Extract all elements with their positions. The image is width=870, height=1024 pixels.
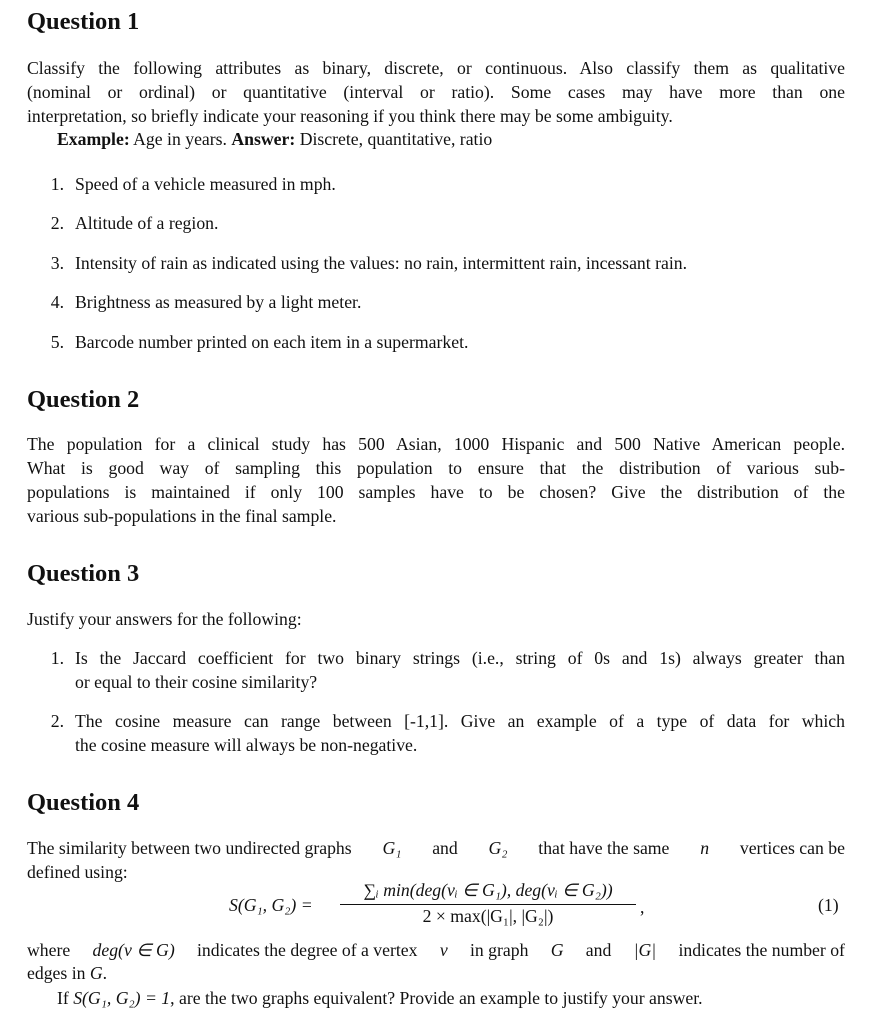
where-deg: deg(v ∈ G) [92, 940, 175, 960]
question-3-title: Question 3 [27, 560, 140, 587]
q1-intro-line-3: interpretation, so briefly indicate your reasoning if you think there may be some ambiguity. [27, 106, 673, 126]
equation-denominator: 2 × max(|G₁|, |G₂|) [422, 906, 554, 926]
q3-item-1-line-1: Is the Jaccard coefficient for two binary strings (i.e., string of 0s and 1s) always greater than [75, 648, 845, 668]
question-2-title: Question 2 [27, 386, 140, 413]
vertex-count-n: n [700, 838, 710, 858]
equation-lhs: S(G₁, G₂) = [229, 895, 313, 915]
q2-line-2: What is good way of sampling this population to ensure that the distribution of various sub- [27, 458, 845, 478]
edges-part-b: . [102, 963, 108, 983]
q4-edges-line [27, 962, 107, 986]
where-g: G [550, 940, 564, 960]
q4-final-question [57, 987, 703, 1011]
where-part-d: and [585, 940, 612, 960]
q1-item-text: Speed of a vehicle measured in mph. [75, 174, 336, 194]
q4-line-1 [27, 837, 845, 861]
where-part-b: indicates the degree of a vertex [197, 940, 418, 960]
q4-where-line [27, 939, 845, 963]
q1-intro-line-2: (nominal or ordinal) or quantitative (interval or ratio). Some cases may have more than one [27, 82, 845, 102]
q2-line-4: various sub-populations in the final sample. [27, 506, 337, 526]
where-part-c: in graph [469, 940, 529, 960]
fraction-bar [340, 904, 636, 905]
q1-item-number: 2. [50, 213, 64, 233]
example-label: Example: [57, 129, 130, 149]
where-v: v [439, 940, 448, 960]
final-part-b: , are the two graphs equivalent? Provide an example to justify your answer. [170, 988, 703, 1008]
q1-item-number: 3. [50, 253, 64, 273]
q1-item-number: 4. [50, 292, 64, 312]
equation-numerator: ∑ᵢ min(deg(vᵢ ∈ G₁), deg(vᵢ ∈ G₂)) [363, 880, 613, 900]
q1-item-text: Intensity of rain as indicated using the values: no rain, intermittent rain, incessant rain. [75, 253, 688, 273]
q3-item-2-line-2: the cosine measure will always be non-negative. [75, 735, 418, 755]
example-text: Age in years. [129, 129, 232, 149]
graph-g2: G₂ [488, 838, 508, 858]
q3-intro: Justify your answers for the following: [27, 609, 302, 629]
equation-label: (1) [818, 895, 839, 915]
q4-l1-part-a: The similarity between two undirected graphs [27, 838, 352, 858]
edges-g: G [89, 963, 103, 983]
where-part-e: indicates the number of [678, 940, 845, 960]
edges-part-a: edges in [27, 963, 90, 983]
question-4-title: Question 4 [27, 789, 140, 816]
answer-label: Answer: [231, 129, 296, 149]
where-abs-g: |G| [633, 940, 657, 960]
final-condition: S(G₁, G₂) = 1 [73, 988, 171, 1008]
q1-item-text: Altitude of a region. [75, 213, 219, 233]
q4-l1-part-d: vertices can be [739, 838, 845, 858]
q3-item-2-number: 2. [50, 711, 64, 731]
question-1-title: Question 1 [27, 8, 140, 35]
q2-line-1: The population for a clinical study has 500 Asian, 1000 Hispanic and 500 Native American people. [27, 434, 845, 454]
q4-line-2: defined using: [27, 862, 128, 882]
q1-example [57, 128, 492, 152]
q1-item-number: 1. [50, 174, 64, 194]
q1-item-text: Brightness as measured by a light meter. [75, 292, 362, 312]
q1-item-number: 5. [50, 332, 64, 352]
equation-comma: , [640, 897, 645, 917]
where-part-a: where [27, 940, 71, 960]
final-part-a: If [57, 988, 74, 1008]
answer-text: Discrete, quantitative, ratio [295, 129, 493, 149]
q4-l1-part-b: and [432, 838, 458, 858]
q4-l1-part-c: that have the same [538, 838, 670, 858]
q1-intro-line-1: Classify the following attributes as binary, discrete, or continuous. Also classify them as qualitative [27, 58, 845, 78]
q3-item-1-number: 1. [50, 648, 64, 668]
q3-item-2-line-1: The cosine measure can range between [-1,1]. Give an example of a type of data for which [75, 711, 845, 731]
q1-item-text: Barcode number printed on each item in a supermarket. [75, 332, 469, 352]
q2-line-3: populations is maintained if only 100 samples have to be chosen? Give the distribution of the [27, 482, 845, 502]
graph-g1: G₁ [382, 838, 402, 858]
q3-item-1-line-2: or equal to their cosine similarity? [75, 672, 318, 692]
